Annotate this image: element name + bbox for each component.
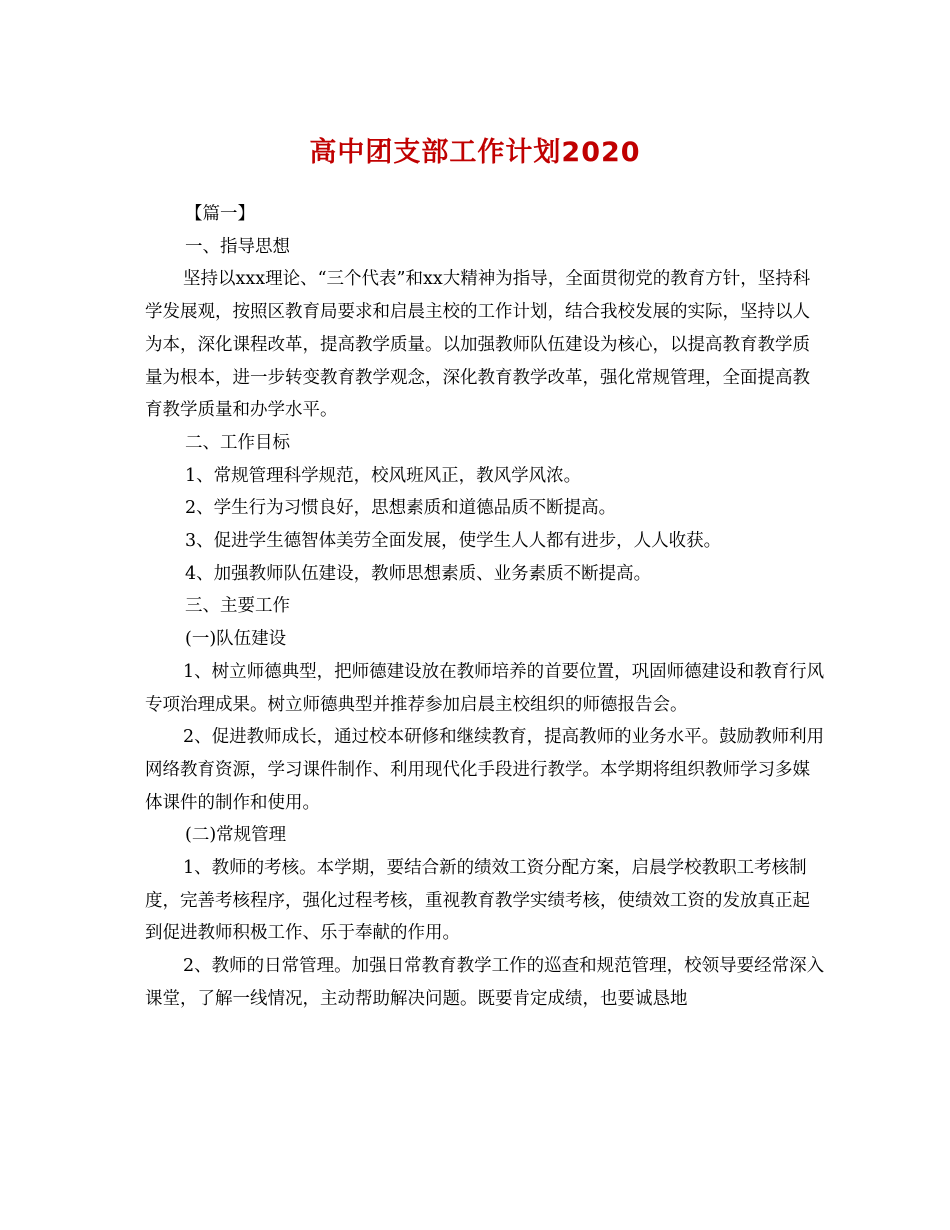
paragraph: 坚持以xxx理论、“三个代表”和xx大精神为指导，全面贯彻党的教育方针，坚持科学发展观，按照区教育局要求和启晨主校的工作计划，结合我校发展的实际，坚持以人为本，深化课程改革，提高教学质量。以加强教师队伍建设为核心，以提高教育教学质量为根本，进一步转变教育教学观念，深化教育教学改革，强化常规管理，全面提高教育教学质量和办学水平。	[145, 269, 811, 421]
paragraph: 一、指导思想	[185, 236, 290, 257]
paragraph: 2、教师的日常管理。加强日常教育教学工作的巡查和规范管理，校领导要经常深入课堂，了解一线情况，主动帮助解决问题。既要肯定成绩，也要诚恳地	[145, 956, 825, 1009]
paragraph: 2、学生行为习惯良好，思想素质和道德品质不断提高。	[185, 498, 617, 519]
paragraph: 3、促进学生德智体美劳全面发展，使学生人人都有进步，人人收获。	[185, 531, 722, 552]
paragraph: 1、树立师德典型，把师德建设放在教师培养的首要位置，巩固师德建设和教育行风专项治理成果。树立师德典型并推荐参加启晨主校组织的师德报告会。	[145, 661, 825, 715]
paragraph: 【篇一】	[185, 204, 255, 224]
paragraph: (一)队伍建设	[185, 629, 287, 650]
paragraph: (二)常规管理	[185, 825, 287, 846]
paragraph: 三、主要工作	[185, 596, 290, 617]
paragraph: 4、加强教师队伍建设，教师思想素质、业务素质不断提高。	[185, 563, 652, 584]
paragraph: 1、教师的考核。本学期，要结合新的绩效工资分配方案，启晨学校教职工考核制度，完善考核程序，强化过程考核，重视教育教学实绩考核，使绩效工资的发放真正起到促进教师积极工作、乐于奉献的作用。	[145, 858, 810, 944]
paragraph: 2、促进教师成长，通过校本研修和继续教育，提高教师的业务水平。鼓励教师利用网络教育资源，学习课件制作、利用现代化手段进行教学。本学期将组织教师学习多媒体课件的制作和使用。	[145, 727, 825, 813]
paragraph: 二、工作目标	[185, 432, 290, 453]
document-body	[145, 198, 825, 1016]
page-title: 高中团支部工作计划2020	[309, 137, 641, 168]
paragraph: 1、常规管理科学规范，校风班风正，教风学风浓。	[185, 465, 582, 486]
